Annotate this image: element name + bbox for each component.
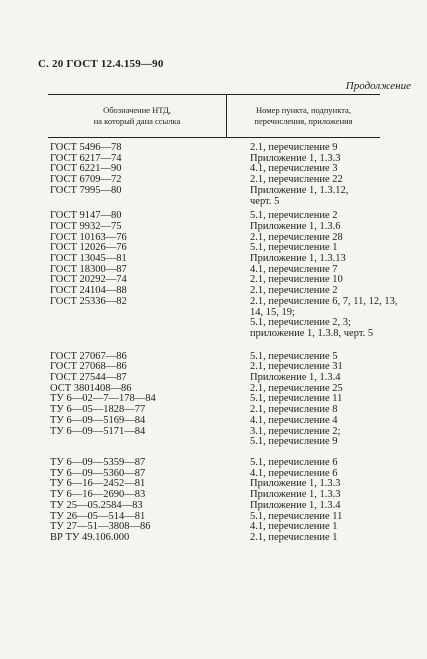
clause-reference: Приложение 1, 1.3.12, черт. 5 [250,184,349,207]
document-designation: ГОСТ 13045—81 [50,253,127,265]
page-header: С. 20 ГОСТ 12.4.159—90 [38,58,164,70]
document-designation: ТУ 25—05.2584—83 [50,499,143,511]
document-designation: ГОСТ 18300—87 [50,263,127,275]
clause-reference: 2.1, перечисление 22 [250,174,343,186]
column-header-reference: Номер пункта, подпункта, перечисления, приложения [254,105,353,126]
table-header [48,94,380,138]
document-designation: ГОСТ 5496—78 [50,142,122,153]
clause-reference: Приложение 1, 1.3.3 [250,152,341,164]
clause-reference: Приложение 1, 1.3.3 [250,478,341,490]
reference-table-body [0,143,427,544]
clause-reference: 4.1, перечисление 3 [250,163,338,175]
column-header-document: Обозначение НТД, на который дана ссылка [48,95,227,137]
document-designation: ТУ 6—09—5360—87 [50,467,146,479]
clause-reference: 2.1, перечисление 1 [250,531,338,543]
table-row [0,297,427,340]
document-designation: ГОСТ 27067—86 [50,350,127,362]
clause-reference: 5.1, перечисление 11 [250,393,343,405]
clause-reference: 2.1, перечисление 10 [250,274,343,286]
document-designation: ГОСТ 12026—76 [50,242,127,254]
document-designation: ТУ 6—16—2452—81 [50,478,146,490]
document-designation: ГОСТ 7995—80 [50,184,122,196]
clause-reference: 2.1, перечисление 28 [250,231,343,243]
clause-reference: 5.1, перечисление 5 [250,350,338,362]
clause-reference: 4.1, перечисление 1 [250,521,338,533]
table-row [0,416,427,427]
document-designation: ГОСТ 27544—87 [50,372,127,384]
clause-reference: 4.1, перечисление 4 [250,414,338,426]
clause-reference: Приложение 1, 1.3.3 [250,489,341,501]
clause-reference: 2.1, перечисление 25 [250,382,343,394]
clause-reference: 2.1, перечисление 8 [250,404,338,416]
clause-reference: 5.1, перечисление 6 [250,456,338,468]
table-row [0,427,427,448]
document-designation: ТУ 6—09—5359—87 [50,456,146,468]
continuation-label: Продолжение [345,80,411,92]
document-designation: ГОСТ 24104—88 [50,285,127,297]
clause-reference: 2.1, перечисление 2 [250,285,338,297]
clause-reference: 4.1, перечисление 7 [250,263,338,275]
document-designation: ВР ТУ 49.106.000 [50,531,130,543]
document-designation: ТУ 6—09—5171—84 [50,425,146,437]
table-row [0,533,427,544]
document-designation: ТУ 6—09—5169—84 [50,414,146,426]
table-row [0,501,427,512]
document-designation: ГОСТ 6221—90 [50,163,122,175]
document-designation: ТУ 6—02—7—178—84 [50,393,156,405]
document-designation: ГОСТ 20292—74 [50,274,127,286]
document-designation: ГОСТ 6709—72 [50,174,122,186]
document-designation: ГОСТ 10163—76 [50,231,127,243]
document-designation: ТУ 6—05—1828—77 [50,404,146,416]
document-designation: ГОСТ 9147—80 [50,210,122,222]
clause-reference: Приложение 1, 1.3.4 [250,372,341,384]
clause-reference: Приложение 1, 1.3.6 [250,220,341,232]
clause-reference: Приложение 1, 1.3.4 [250,499,341,511]
clause-reference: 4.1, перечисление 6 [250,467,338,479]
clause-reference: 5.1, перечисление 2 [250,210,338,222]
table-row [0,186,427,207]
clause-reference: 5.1, перечисление 11 [250,510,343,522]
document-designation: ТУ 26—05—514—81 [50,510,146,522]
clause-reference: Приложение 1, 1.3.13 [250,253,346,265]
document-designation: ГОСТ 9932—75 [50,220,122,232]
clause-reference: 2.1, перечисление 31 [250,361,343,373]
document-designation: ОСТ 3801408—86 [50,382,132,394]
document-designation: ГОСТ 27068—86 [50,361,127,373]
document-designation: ТУ 6—16—2690—83 [50,489,146,501]
clause-reference: 2.1, перечисление 6, 7, 11, 12, 13, 14, 15, 19; 5.1, перечисление 2, 3; приложение 1, 1.3.8, черт. 5 [250,295,398,339]
clause-reference: 5.1, перечисление 1 [250,242,338,254]
clause-reference: 2.1, перечисление 9 [250,142,338,153]
clause-reference: 3.1, перечисление 2; 5.1, перечисление 9 [250,425,341,448]
document-designation: ТУ 27—51—3808—86 [50,521,151,533]
document-designation: ГОСТ 6217—74 [50,152,122,164]
document-designation: ГОСТ 25336—82 [50,295,127,307]
